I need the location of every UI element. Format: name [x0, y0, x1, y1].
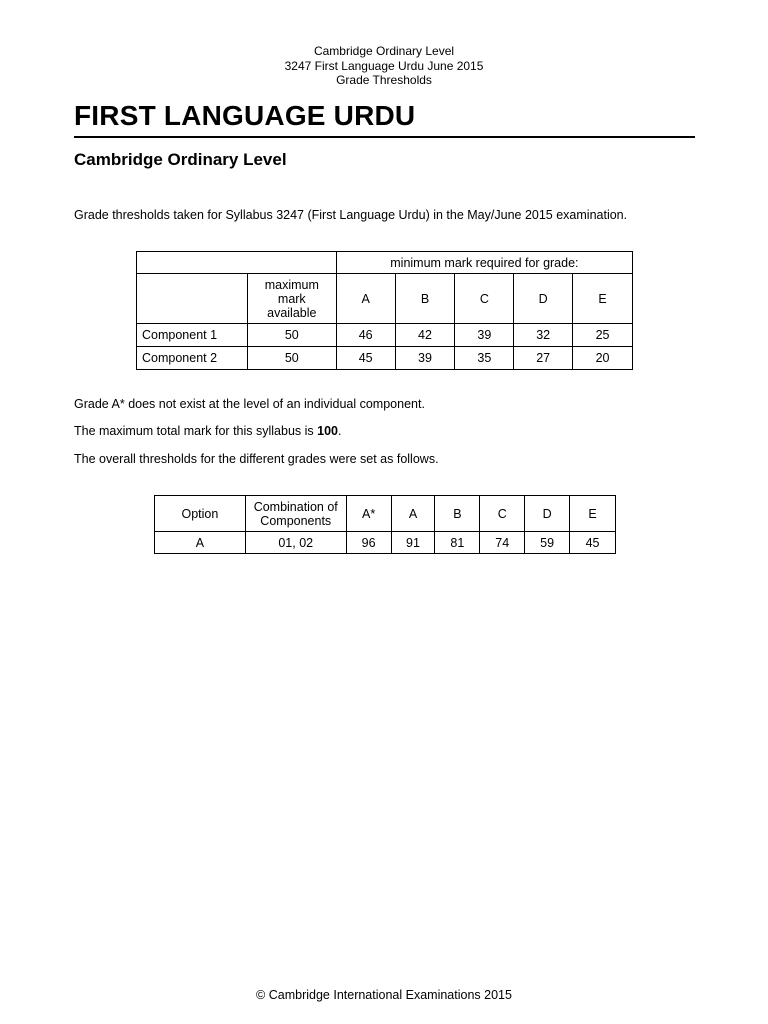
mark-cell: 96 — [346, 532, 391, 554]
grade-header: A — [391, 496, 435, 532]
component-name: Component 1 — [137, 324, 248, 347]
grade-header: E — [573, 274, 633, 324]
mark-cell: 81 — [435, 532, 480, 554]
table-header-row — [155, 496, 616, 532]
grade-header: E — [570, 496, 616, 532]
option-cell: A — [155, 532, 246, 554]
max-total-note — [74, 424, 341, 438]
grade-header: C — [455, 274, 514, 324]
max-mark-cell: 50 — [247, 324, 336, 347]
mark-cell: 91 — [391, 532, 435, 554]
mark-cell: 25 — [573, 324, 633, 347]
page-subtitle: Cambridge Ordinary Level — [74, 150, 287, 169]
mark-cell: 39 — [455, 324, 514, 347]
astar-note: Grade A* does not exist at the level of an individual component. — [74, 397, 425, 411]
grade-group-header: minimum mark required for grade: — [336, 252, 632, 274]
mark-cell: 35 — [455, 347, 514, 370]
mark-cell: 20 — [573, 347, 633, 370]
table-header-row — [137, 274, 633, 324]
grade-header: A* — [346, 496, 391, 532]
mark-cell: 74 — [480, 532, 525, 554]
copyright-footer: © Cambridge International Examinations 2015 — [256, 988, 512, 1002]
grade-header: A — [336, 274, 395, 324]
header-syllabus: 3247 First Language Urdu June 2015 — [284, 58, 484, 73]
header-doc-type: Grade Thresholds — [336, 73, 432, 87]
max-total-prefix: The maximum total mark for this syllabus is — [74, 424, 318, 438]
mark-cell: 46 — [336, 324, 395, 347]
table-row — [137, 324, 633, 347]
mark-cell: 27 — [514, 347, 573, 370]
grade-header: C — [480, 496, 525, 532]
page-title: FIRST LANGUAGE URDU — [74, 100, 416, 131]
table-row — [155, 532, 616, 554]
table-row — [137, 347, 633, 370]
header-qualification: Cambridge Ordinary Level — [313, 44, 455, 58]
max-mark-header: maximum mark available — [247, 274, 336, 324]
component-thresholds-table — [136, 251, 633, 370]
grade-header: B — [395, 274, 455, 324]
max-total-suffix: . — [337, 424, 342, 438]
grade-header: B — [435, 496, 480, 532]
overall-note: The overall thresholds for the different grades were set as follows. — [74, 452, 439, 466]
grade-header: D — [525, 496, 570, 532]
combination-header: Combination of Components — [245, 496, 346, 532]
mark-cell: 45 — [570, 532, 616, 554]
overall-thresholds-table — [154, 495, 616, 554]
intro-text: Grade thresholds taken for Syllabus 3247 (First Language Urdu) in the May/June 2015 examination. — [74, 208, 628, 222]
component-name: Component 2 — [137, 347, 248, 370]
max-mark-cell: 50 — [247, 347, 336, 370]
option-header: Option — [155, 496, 246, 532]
mark-cell: 32 — [514, 324, 573, 347]
table-header-row — [137, 252, 633, 274]
mark-cell: 59 — [525, 532, 570, 554]
mark-cell: 42 — [395, 324, 455, 347]
title-divider — [74, 136, 695, 138]
document-header — [0, 44, 768, 88]
grade-header: D — [514, 274, 573, 324]
mark-cell: 39 — [395, 347, 455, 370]
mark-cell: 45 — [336, 347, 395, 370]
combination-cell: 01, 02 — [245, 532, 346, 554]
empty-header-cell — [137, 252, 337, 274]
empty-header-cell — [137, 274, 248, 324]
max-total-value: 100 — [317, 424, 338, 438]
